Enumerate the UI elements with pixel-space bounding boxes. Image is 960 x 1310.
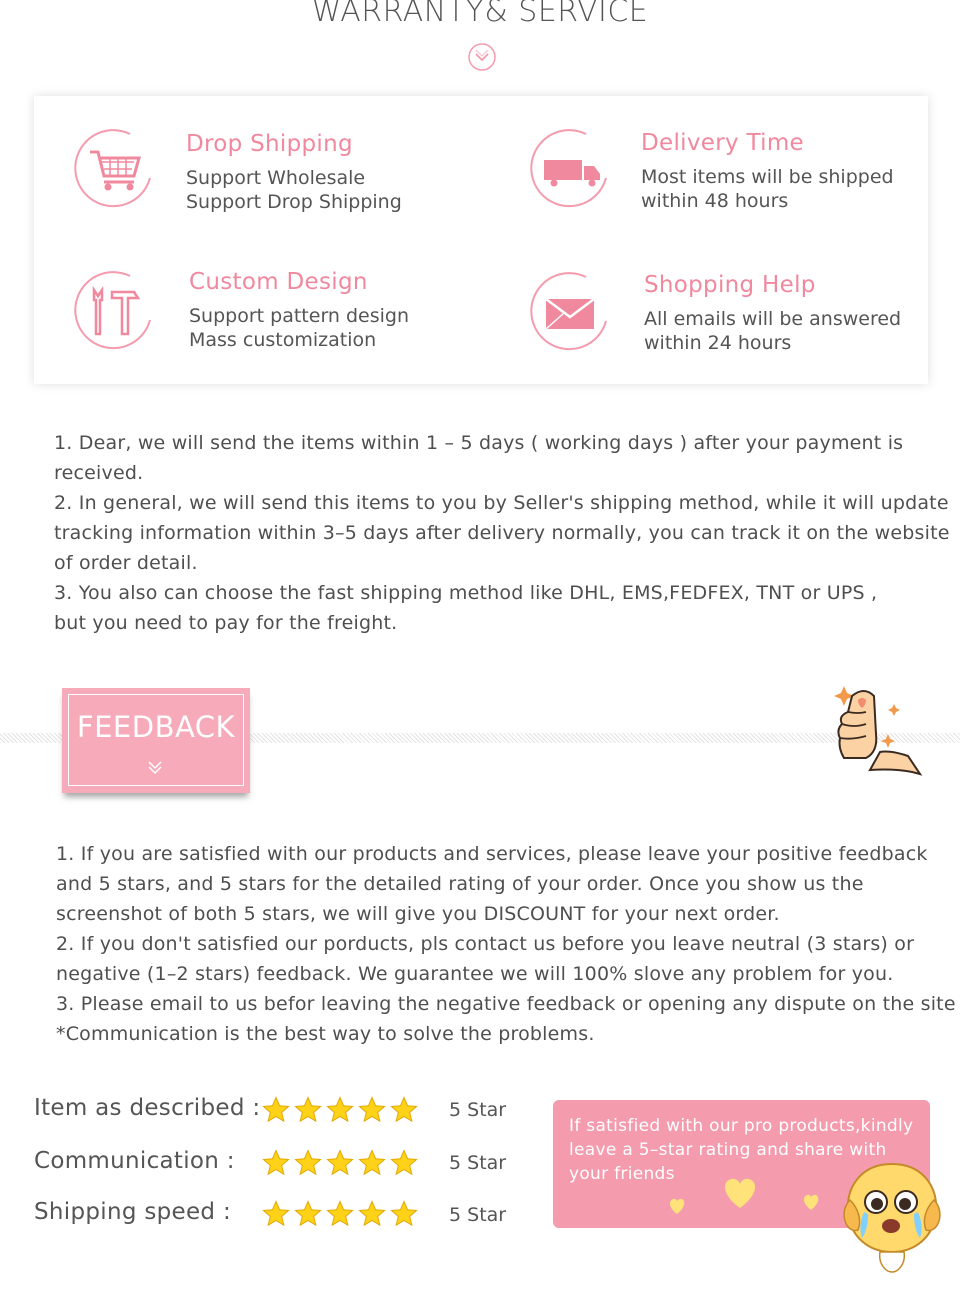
- note-line: 3. You also can choose the fast shipping method like DHL, EMS,FEDFEX, TNT or UPS ,: [54, 582, 878, 604]
- service-title: Delivery Time: [641, 130, 804, 156]
- note-line: If satisfied with our pro products,kindly: [569, 1116, 914, 1136]
- service-line: Support pattern design: [189, 305, 410, 327]
- service-title: Custom Design: [189, 269, 368, 295]
- service-line: within 48 hours: [641, 190, 789, 212]
- note-line: tracking information within 3–5 days after delivery normally, you can track it on the website: [54, 522, 950, 544]
- rating-stars: [262, 1200, 418, 1228]
- service-line: Support Wholesale: [186, 167, 366, 189]
- feedback-notes: [56, 839, 956, 1049]
- note-line: your friends: [569, 1164, 675, 1184]
- service-line: Mass customization: [189, 329, 377, 351]
- crying-mascot-icon: [842, 1160, 942, 1275]
- star-icon: [390, 1149, 418, 1177]
- note-line: leave a 5–star rating and share with: [569, 1140, 887, 1160]
- note-line: 1. Dear, we will send the items within 1 – 5 days ( working days ) after your payment is: [54, 432, 904, 454]
- rating-stars: [262, 1149, 418, 1177]
- star-icon: [390, 1096, 418, 1124]
- heart-icons: [665, 1170, 825, 1218]
- envelope-icon: [526, 269, 612, 355]
- star-icon: [294, 1200, 322, 1228]
- note-line: but you need to pay for the freight.: [54, 612, 398, 634]
- service-line: within 24 hours: [644, 332, 792, 354]
- star-icon: [358, 1200, 386, 1228]
- note-line: 2. In general, we will send this items to you by Seller's shipping method, while it will update: [54, 492, 949, 514]
- star-icon: [390, 1200, 418, 1228]
- star-icon: [358, 1149, 386, 1177]
- service-line: Support Drop Shipping: [186, 191, 402, 213]
- star-icon: [326, 1096, 354, 1124]
- rating-value: 5 Star: [449, 1204, 507, 1226]
- star-icon: [326, 1200, 354, 1228]
- note-line: screenshot of both 5 stars, we will give you DISCOUNT for your next order.: [56, 903, 780, 925]
- chevron-down-icon: [146, 758, 164, 776]
- rating-label: Communication :: [34, 1148, 235, 1174]
- rating-value: 5 Star: [449, 1152, 507, 1174]
- note-line: of order detail.: [54, 552, 198, 574]
- note-line: *Communication is the best way to solve the problems.: [56, 1023, 595, 1045]
- shipping-notes: [54, 428, 950, 638]
- rating-label: Shipping speed :: [34, 1199, 231, 1225]
- note-line: and 5 stars, and 5 stars for the detailed rating of your order. Once you show us the: [56, 873, 864, 895]
- thumbs-up-icon: [830, 682, 924, 778]
- note-line: negative (1–2 stars) feedback. We guarantee we will 100% slove any problem for you.: [56, 963, 894, 985]
- rating-value: 5 Star: [449, 1099, 507, 1121]
- star-icon: [262, 1096, 290, 1124]
- delivery-truck-icon: [526, 126, 612, 212]
- note-line: 3. Please email to us befor leaving the negative feedback or opening any dispute on the site: [56, 993, 956, 1015]
- note-line: 1. If you are satisfied with our products and services, please leave your positive feedback: [56, 843, 928, 865]
- chevron-down-icon: [467, 42, 497, 72]
- page-title: WARRANTY& SERVICE: [311, 0, 649, 29]
- star-icon: [358, 1096, 386, 1124]
- service-title: Shopping Help: [644, 272, 816, 298]
- star-icon: [262, 1149, 290, 1177]
- shopping-cart-icon: [70, 126, 156, 212]
- tools-icon: [70, 268, 156, 354]
- rating-label: Item as described :: [34, 1095, 261, 1121]
- note-line: 2. If you don't satisfied our porducts, pls contact us before you leave neutral (3 stars) or: [56, 933, 915, 955]
- note-line: received.: [54, 462, 144, 484]
- divider-stripe: [0, 733, 62, 743]
- star-icon: [262, 1200, 290, 1228]
- star-icon: [294, 1096, 322, 1124]
- star-icon: [326, 1149, 354, 1177]
- service-line: All emails will be answered: [644, 308, 902, 330]
- star-icon: [294, 1149, 322, 1177]
- service-title: Drop Shipping: [186, 131, 353, 157]
- feedback-heading: FEEDBACK: [76, 710, 236, 744]
- rating-stars: [262, 1096, 418, 1124]
- service-line: Most items will be shipped: [641, 166, 894, 188]
